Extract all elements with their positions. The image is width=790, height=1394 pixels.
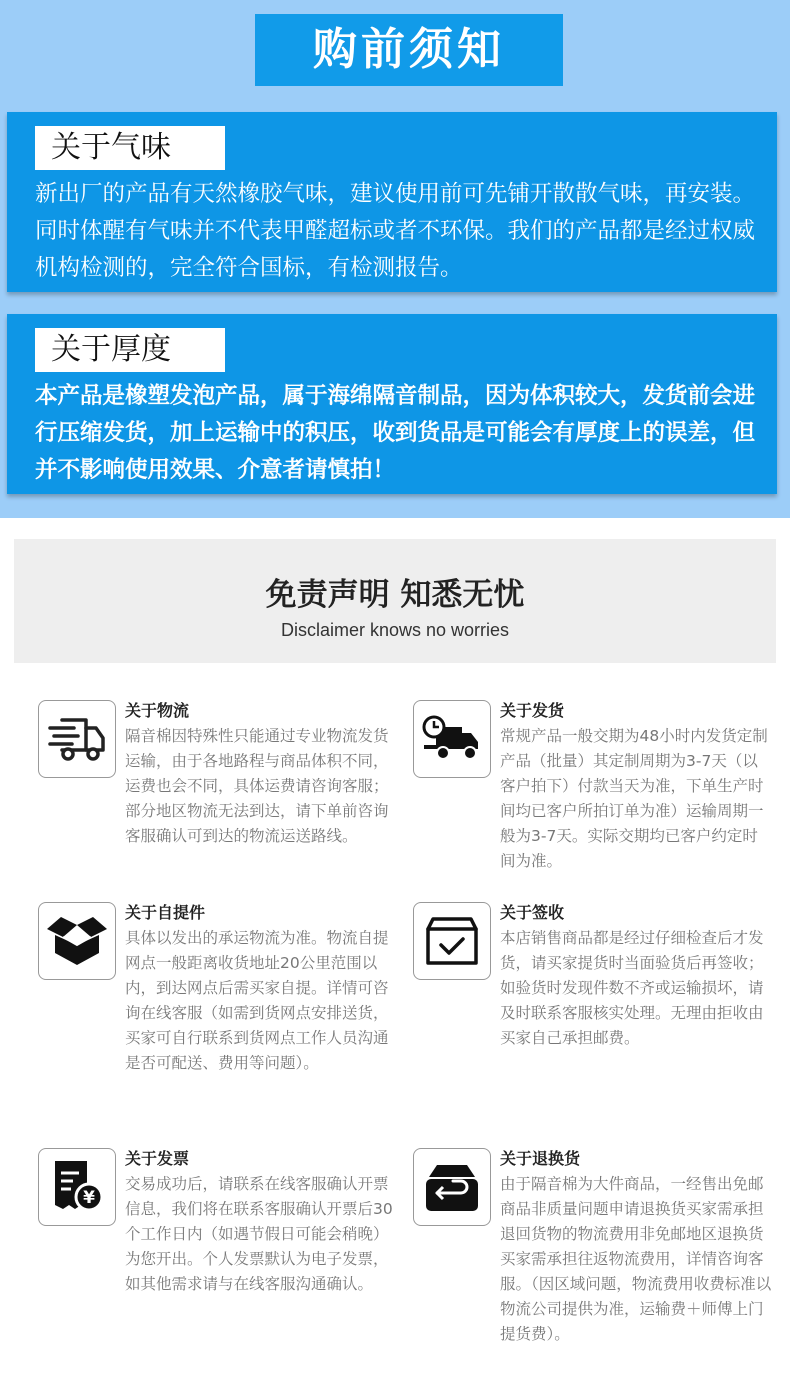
item-title: 关于退换货: [500, 1149, 581, 1168]
disclaimer-subtitle: Disclaimer knows no worries: [280, 620, 510, 640]
page-title: 购前须知: [255, 14, 563, 86]
item-title: 关于发货: [500, 701, 565, 720]
disclaimer-banner: [14, 539, 776, 663]
item-text: 本店销售商品都是经过仔细检查后才发货，请买家提货时当面验货后再签收；如验货时发现件数不齐或运输损坏，请及时联系客服核实处理。无理由拒收由买家自己承担邮费。: [500, 929, 764, 1047]
notice-text: 新出厂的产品有天然橡胶气味，建议使用前可先铺开散散气味，再安装。同时体醒有气味并不代表甲醛超标或者不环保。我们的产品都是经过权威机构检测的，完全符合国标，有检测报告。: [35, 181, 756, 281]
disclaimer-title: 免责声明 知悉无忧: [265, 577, 525, 613]
item-text: 常规产品一般交期为48小时内发货定制产品（批量）其定制周期为3-7天（以客户拍下）付款当天为准，下单生产时间均已客户所拍订单为准）运输周期一般为3-7天。实际交期均已客户约定时间为准。: [500, 727, 768, 870]
item-text: 隔音棉因特殊性只能通过专业物流发货运输，由于各地路程与商品体积不同，运费也会不同，具体运费请咨询客服；部分地区物流无法到达，请下单前咨询客服确认可到达的物流运送路线。: [125, 727, 389, 845]
item-title: 关于发票: [125, 1149, 190, 1168]
notice-smell: [7, 112, 777, 292]
return-box-icon: [413, 1148, 491, 1226]
item-title: 关于签收: [500, 903, 565, 922]
notice-label: 关于厚度: [35, 328, 225, 372]
notice-text: 本产品是橡塑发泡产品，属于海绵隔音制品，因为体积较大，发货前会进行压缩发货，加上运输中的积压，收到货品是可能会有厚度上的误差，但并不影响使用效果、介意者请慎拍！: [35, 383, 756, 483]
delivery-truck-icon: [38, 700, 116, 778]
purchase-notice-section: [0, 0, 790, 518]
item-text: 由于隔音棉为大件商品，一经售出免邮商品非质量问题申请退换货买家需承担退回货物的物流费用非免邮地区退换货买家需承担往返物流费用，详情咨询客服。（因区域问题，物流费用收费标准以物流公司提供为准，运输费＋师傅上门提货费）。: [500, 1175, 772, 1343]
item-text: 具体以发出的承运物流为准。物流自提网点一般距离收货地址20公里范围以内，到达网点后需买家自提。详情可咨询在线客服（如需到货网点安排送货，买家可自行联系到货网点工作人员沟通是否可配送、费用等问题）。: [125, 929, 389, 1072]
open-box-icon: [38, 902, 116, 980]
checked-box-icon: [413, 902, 491, 980]
item-title: 关于自提件: [125, 903, 206, 922]
notice-thickness: [7, 314, 777, 494]
svg-text:¥: ¥: [83, 1188, 95, 1208]
timed-truck-icon: [413, 700, 491, 778]
item-text: 交易成功后，请联系在线客服确认开票信息，我们将在联系客服确认开票后30个工作日内（如遇节假日可能会稍晚）为您开出。个人发票默认为电子发票，如其他需求请与在线客服沟通确认。: [125, 1175, 393, 1293]
notice-label: 关于气味: [35, 126, 225, 170]
invoice-icon: [38, 1148, 116, 1226]
item-title: 关于物流: [125, 701, 190, 720]
